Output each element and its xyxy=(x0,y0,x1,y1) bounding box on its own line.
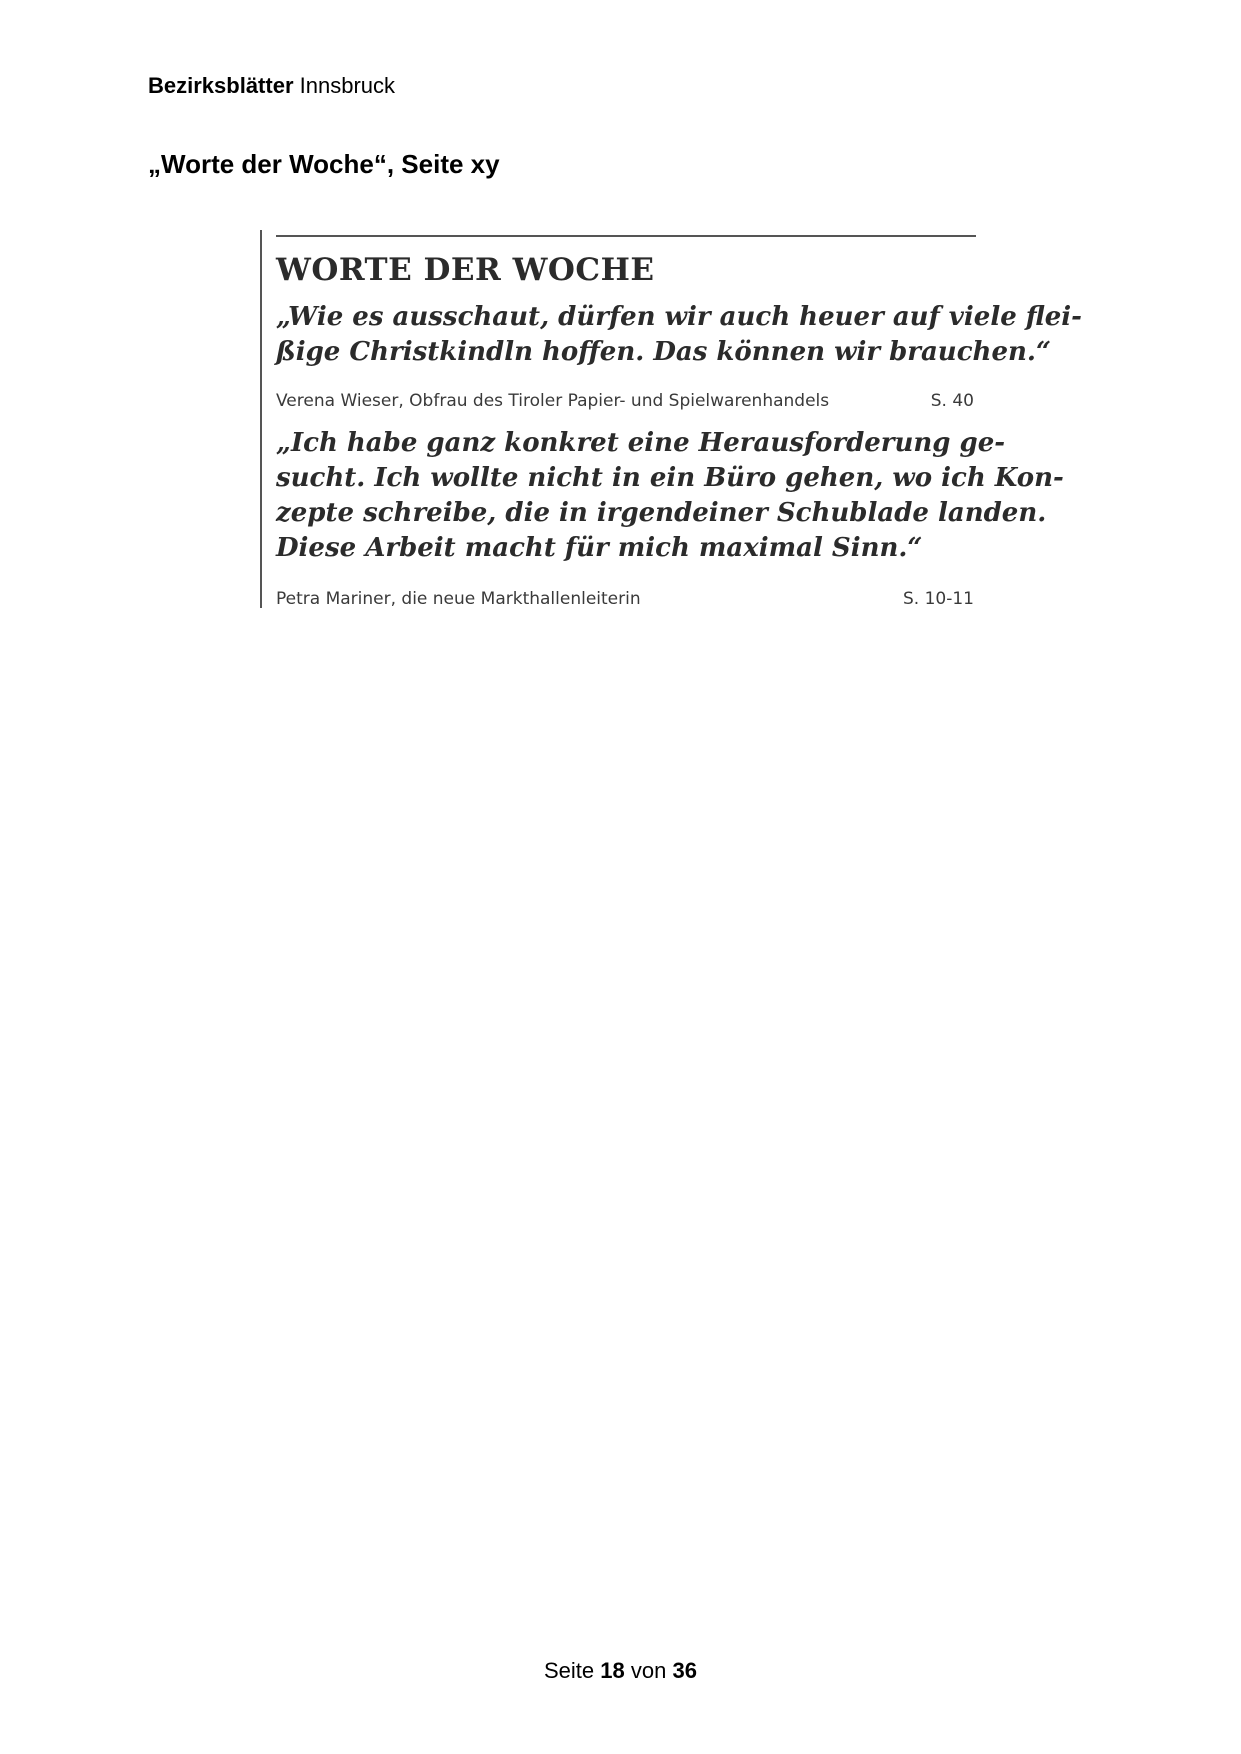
quote-source-text: Verena Wieser, Obfrau des Tiroler Papier- und Spielwarenhandels xyxy=(276,391,830,411)
running-header xyxy=(148,72,395,100)
quote-line: „Wie es ausschaut, dürfen wir auch heuer auf viele flei- xyxy=(276,302,1082,332)
quote-1 xyxy=(276,300,1082,370)
quote-line: ßige Christkindln hoffen. Das können wir brauchen.“ xyxy=(276,337,1051,367)
quote-1-source xyxy=(276,390,976,412)
quote-page-ref: S. 10-11 xyxy=(903,589,974,609)
footer-total-pages: 36 xyxy=(672,1658,697,1683)
footer-prefix: Seite xyxy=(544,1658,595,1683)
quote-line: zepte schreibe, die in irgendeiner Schublade landen. xyxy=(276,498,1047,528)
quote-2-source xyxy=(276,588,976,610)
newspaper-clipping xyxy=(260,230,1082,609)
quote-source-text: Petra Mariner, die neue Markthallenleiterin xyxy=(276,589,641,609)
document-title: „Worte der Woche“, Seite xy xyxy=(148,149,500,179)
footer-current-page: 18 xyxy=(600,1658,625,1683)
quote-line: Diese Arbeit macht für mich maximal Sinn.“ xyxy=(276,533,923,563)
header-brand: Bezirksblätter xyxy=(148,73,294,98)
quote-2 xyxy=(276,426,1064,566)
quote-line: sucht. Ich wollte nicht in ein Büro gehen, wo ich Kon- xyxy=(276,463,1064,493)
footer-separator: von xyxy=(630,1658,667,1683)
clipping-heading: WORTE DER WOCHE xyxy=(276,252,655,288)
header-location: Innsbruck xyxy=(299,73,396,98)
clipping-left-rule xyxy=(260,230,262,608)
quote-line: „Ich habe ganz konkret eine Herausforderung ge- xyxy=(276,428,1006,458)
quote-page-ref: S. 40 xyxy=(930,391,974,411)
clipping-top-rule xyxy=(276,235,976,237)
page-footer xyxy=(0,1657,1241,1685)
